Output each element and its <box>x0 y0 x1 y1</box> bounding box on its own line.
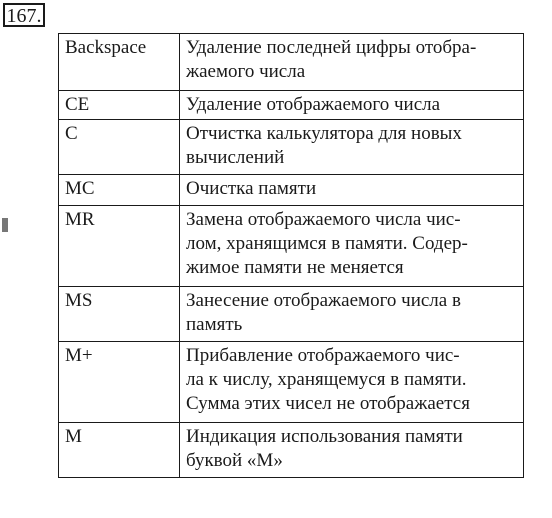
key-cell: MC <box>59 175 180 206</box>
key-cell: CE <box>59 91 180 120</box>
key-cell: Backspace <box>59 34 180 91</box>
table-row <box>59 91 524 120</box>
description-cell: Индикация использования памяти буквой «М» <box>180 423 524 478</box>
description-cell: Удаление отображаемого числа <box>180 91 524 120</box>
task-number: 167. <box>3 3 45 27</box>
description-cell: Отчистка калькулятора для новых вычислений <box>180 120 524 175</box>
table-row <box>59 287 524 342</box>
calculator-keys-table <box>58 33 524 478</box>
table-row <box>59 120 524 175</box>
description-cell: Замена отображаемого числа чис- лом, хранящимся в памяти. Содер- жимое памяти не меняется <box>180 206 524 287</box>
table-row <box>59 175 524 206</box>
key-cell: MS <box>59 287 180 342</box>
key-cell: M+ <box>59 342 180 423</box>
table-row <box>59 342 524 423</box>
key-cell: M <box>59 423 180 478</box>
table-row <box>59 34 524 91</box>
table-row <box>59 206 524 287</box>
key-cell: C <box>59 120 180 175</box>
description-cell: Прибавление отображаемого чис- ла к числу, хранящемуся в памяти. Сумма этих чисел не отображается <box>180 342 524 423</box>
table-row <box>59 423 524 478</box>
description-cell: Удаление последней цифры отобра- жаемого числа <box>180 34 524 91</box>
margin-mark <box>2 218 8 232</box>
description-cell: Очистка памяти <box>180 175 524 206</box>
description-cell: Занесение отображаемого числа в память <box>180 287 524 342</box>
key-cell: MR <box>59 206 180 287</box>
